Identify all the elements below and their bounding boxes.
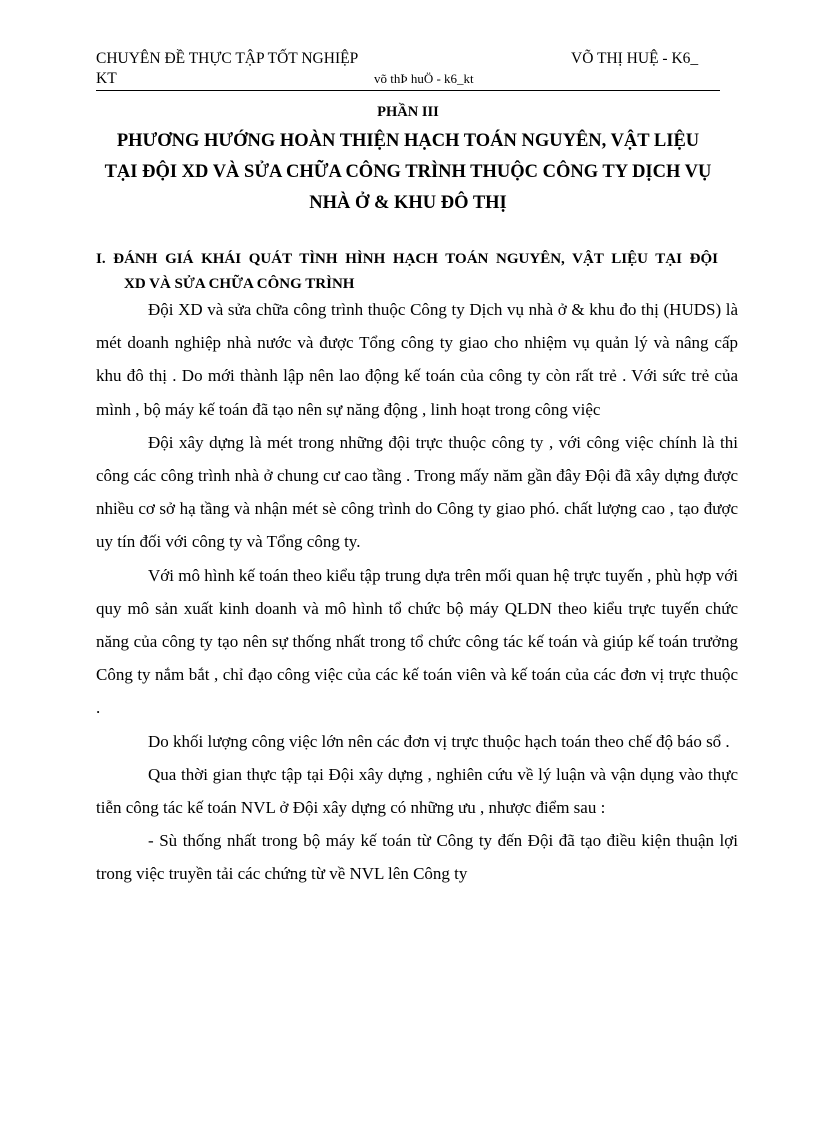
body-text — [96, 293, 738, 891]
chapter-title-line-3: NHÀ Ở & KHU ĐÔ THỊ — [309, 193, 507, 213]
paragraph: Qua thời gian thực tập tại Đội xây dựng , nghiên cứu về lý luận và vận dụng vào thực tiễn công tác kế toán NVL ở Đội xây dựng có những ưu , nhược điểm sau : — [96, 764, 738, 818]
paragraph: Đội XD và sửa chữa công trình thuộc Công ty Dịch vụ nhà ở & khu đo thị (HUDS) là mét doanh nghiệp nhà nước và được Tổng công ty giao cho nhiệm vụ quản lý và nâng cấp khu đô thị . Do mới thành lập nên lao động kế toán của công ty còn rất trẻ . Với sức trẻ của mình , bộ máy kế toán đã tạo nên sự năng động , linh hoạt trong công việc — [96, 300, 738, 419]
paragraph: Do khối lượng công việc lớn nên các đơn vị trực thuộc hạch toán theo chế độ báo sổ . — [148, 731, 730, 751]
paragraph: Với mô hình kế toán theo kiểu tập trung dựa trên mối quan hệ trực tuyến , phù hợp với quy mô sản xuất kinh doanh và mô hình tổ chức bộ máy QLDN theo kiểu trực tuyến chức năng của công ty tạo nên sự thống nhất trong tổ chức công tác kế toán và giúp kế toán trưởng Công ty nắm bắt , chỉ đạo công việc của các kế toán viên và kế toán của các đơn vị trực thuộc . — [96, 565, 738, 718]
section-heading-line-1: I. ĐÁNH GIÁ KHÁI QUÁT TÌNH HÌNH HẠCH TOÁN NGUYÊN, VẬT LIỆU TẠI ĐỘI — [96, 251, 718, 267]
header-author-encoded: võ thÞ huÖ - k6_kt — [374, 71, 474, 86]
header-left-title: CHUYÊN ĐỀ THỰC TẬP TỐT NGHIỆP — [96, 50, 359, 67]
chapter-title-line-2: TẠI ĐỘI XD VÀ SỬA CHỮA CÔNG TRÌNH THUỘC CÔNG TY DỊCH VỤ — [104, 162, 712, 182]
paragraph: - Sù thống nhất trong bộ máy kế toán từ Công ty đến Đội đã tạo điều kiện thuận lợi trong việc truyền tải các chứng từ về NVL lên Công ty — [96, 831, 738, 884]
section-heading-line-2: XD VÀ SỬA CHỮA CÔNG TRÌNH — [124, 276, 355, 292]
header-divider — [96, 90, 720, 91]
part-heading: PHẦN III — [377, 104, 439, 120]
chapter-title-line-1: PHƯƠNG HƯỚNG HOÀN THIỆN HẠCH TOÁN NGUYÊN, VẬT LIỆU — [116, 131, 700, 151]
paragraph: Đội xây dựng là mét trong những đội trực thuộc công ty , với công việc chính là thi công các công trình nhà ở chung cư cao tầng . Trong mấy năm gần đây Đội đã xây dựng được nhiều cơ sở hạ tầng và nhận mét sè công trình do Công ty giao phó. chất lượng cao , tạo được uy tín đối với công ty và Tổng công ty. — [96, 432, 738, 552]
header-left-continuation: KT — [96, 70, 117, 87]
header-author: VÕ THỊ HUỆ - K6_ — [571, 50, 699, 67]
